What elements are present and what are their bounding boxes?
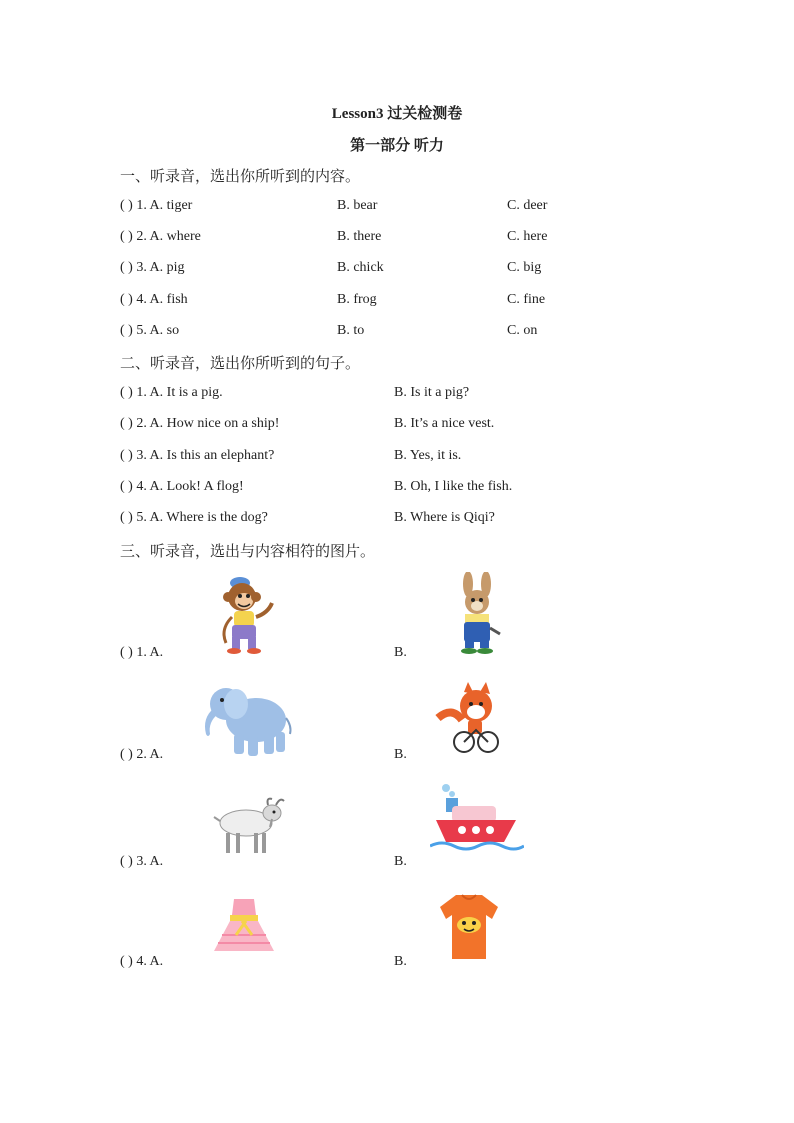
- part3-heading: 三、听录音，选出与内容相符的图片。: [120, 542, 376, 560]
- part3-row-3: [120, 854, 680, 874]
- part2-q5-option-b: B. Where is Qiqi?: [394, 510, 495, 525]
- part3-row-4: [120, 954, 680, 974]
- part1-q4-option-b: B. frog: [337, 292, 377, 307]
- part2-q4-option-b: B. Oh, I like the fish.: [394, 479, 513, 494]
- part1-q1-option-b: B. bear: [337, 198, 378, 213]
- part1-q5-option-a: ( ) 5. A. so: [120, 323, 180, 338]
- part1-row-1: [120, 198, 680, 218]
- part2-row-4: [120, 479, 680, 499]
- part2-row-2: [120, 416, 680, 436]
- part2-q2-option-a: ( ) 2. A. How nice on a ship!: [120, 416, 280, 431]
- part1-q2-option-b: B. there: [337, 229, 382, 244]
- part1-q4-option-c: C. fine: [507, 292, 546, 307]
- ship-picture[interactable]: [430, 782, 524, 854]
- part2-q5-option-a: ( ) 5. A. Where is the dog?: [120, 510, 268, 525]
- part1-q2-option-a: ( ) 2. A. where: [120, 229, 201, 244]
- page-title: Lesson3 过关检测卷: [331, 106, 463, 122]
- part1-row-3: [120, 260, 680, 280]
- part1-q1-option-c: C. deer: [507, 198, 548, 213]
- part3-q2-option-b: B.: [394, 747, 407, 762]
- part1-q5-option-c: C. on: [507, 323, 538, 338]
- part1-row-2: [120, 229, 680, 249]
- part2-q1-option-b: B. Is it a pig?: [394, 385, 470, 400]
- part3-q2-option-a: ( ) 2. A.: [120, 747, 164, 762]
- part2-row-1: [120, 385, 680, 405]
- part2-q3-option-b: B. Yes, it is.: [394, 448, 462, 463]
- part1-q3-option-c: C. big: [507, 260, 542, 275]
- fox-bike-picture[interactable]: [434, 682, 506, 754]
- part1-heading: 一、听录音，选出你所听到的内容。: [120, 167, 361, 185]
- part3-q3-option-b: B.: [394, 854, 407, 869]
- part1-q3-option-a: ( ) 3. A. pig: [120, 260, 185, 275]
- part1-q3-option-b: B. chick: [337, 260, 384, 275]
- part1-row-5: [120, 323, 680, 343]
- part2-row-5: [120, 510, 680, 530]
- page-subtitle: 第一部分 听力: [350, 138, 444, 154]
- part1-row-4: [120, 292, 680, 312]
- part3-q4-option-b: B.: [394, 954, 407, 969]
- part3-q3-option-a: ( ) 3. A.: [120, 854, 164, 869]
- part3-row-1: [120, 645, 680, 665]
- part3-q1-option-a: ( ) 1. A.: [120, 645, 164, 660]
- part1-q1-option-a: ( ) 1. A. tiger: [120, 198, 193, 213]
- part2-q4-option-a: ( ) 4. A. Look! A flog!: [120, 479, 244, 494]
- part1-q2-option-c: C. here: [507, 229, 548, 244]
- part2-q2-option-b: B. It’s a nice vest.: [394, 416, 495, 431]
- elephant-picture[interactable]: [196, 678, 296, 760]
- part1-q5-option-b: B. to: [337, 323, 365, 338]
- part2-q3-option-a: ( ) 3. A. Is this an elephant?: [120, 448, 275, 463]
- monkey-picture[interactable]: [212, 573, 282, 655]
- part2-heading: 二、听录音，选出你所听到的句子。: [120, 354, 361, 372]
- goat-picture[interactable]: [210, 795, 290, 857]
- tshirt-picture[interactable]: [438, 893, 500, 961]
- part2-q1-option-a: ( ) 1. A. It is a pig.: [120, 385, 223, 400]
- part2-row-3: [120, 448, 680, 468]
- rabbit-picture[interactable]: [452, 572, 504, 656]
- part1-q4-option-a: ( ) 4. A. fish: [120, 292, 188, 307]
- dress-picture[interactable]: [212, 895, 276, 957]
- part3-q4-option-a: ( ) 4. A.: [120, 954, 164, 969]
- part3-q1-option-b: B.: [394, 645, 407, 660]
